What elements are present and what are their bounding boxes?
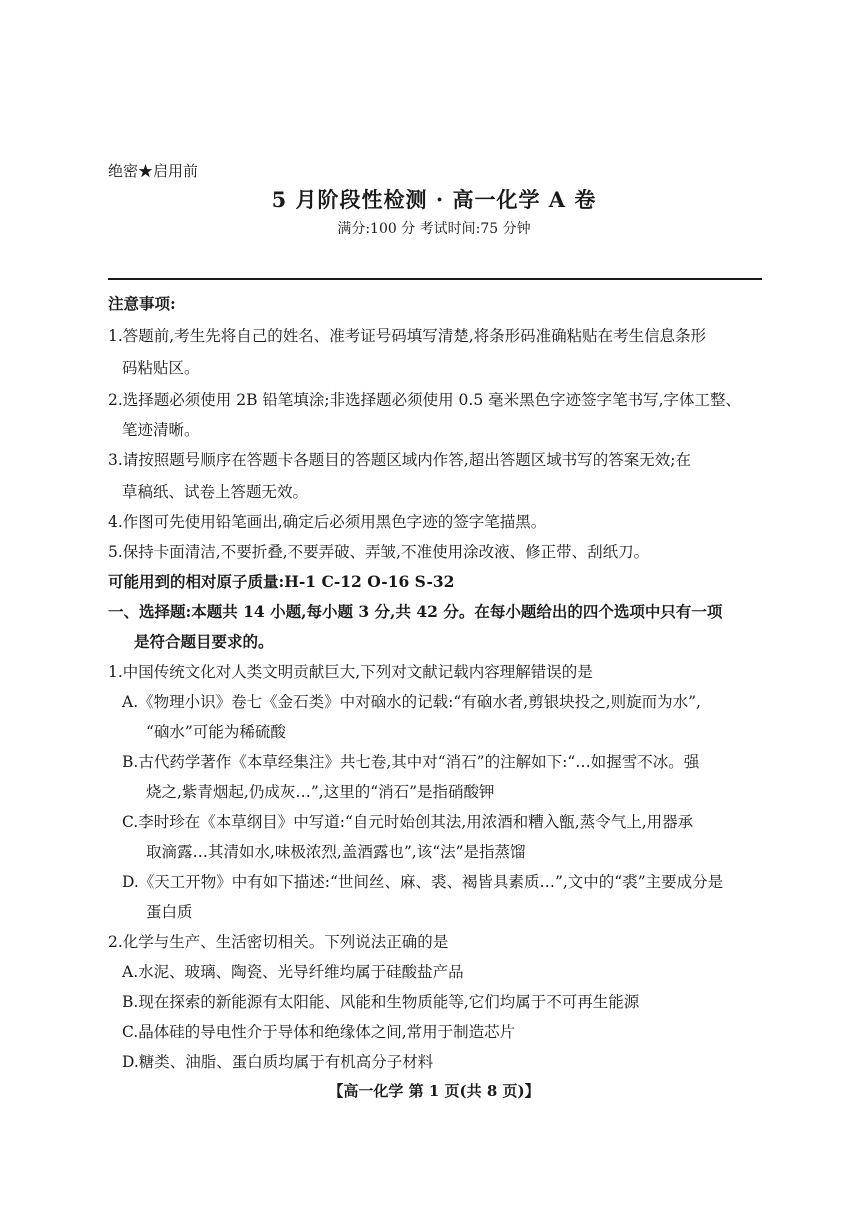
section-heading-cont: 是符合题目要求的。 [134,632,274,651]
notice-line: 笔迹清晰。 [122,421,200,439]
notice-line: 码粘贴区。 [122,359,200,377]
option-line-cont: 蛋白质 [146,903,193,921]
option-line: D.《天工开物》中有如下描述:“世间丝、麻、裘、褐皆具素质…”,文中的“裘”主要成分是 [122,873,724,891]
option-line: B.现在探索的新能源有太阳能、风能和生物质能等,它们均属于不可再生能源 [122,993,640,1011]
notice-line: 1.答题前,考生先将自己的姓名、准考证号码填写清楚,将条形码准确粘贴在考生信息条形 [108,327,707,345]
exam-title: 5 月阶段性检测 · 高一化学 A 卷 [271,187,597,212]
question-stem: 2.化学与生产、生活密切相关。下列说法正确的是 [108,933,449,951]
notice-line: 3.请按照题号顺序在答题卡各题目的答题区域内作答,超出答题区域书写的答案无效;在 [108,451,691,469]
option-line: B.古代药学著作《本草经集注》共七卷,其中对“消石”的注解如下:“…如握雪不冰。强 [122,753,700,771]
option-line-cont: 取滴露…其清如水,味极浓烈,盖酒露也”,该“法”是指蒸馏 [146,843,526,861]
secret-label: 绝密★启用前 [108,162,199,180]
page-footer: 【高一化学 第 1 页(共 8 页)】 [328,1082,540,1100]
option-line-cont: 烧之,紫青烟起,仍成灰…”,这里的“消石”是指硝酸钾 [146,783,495,801]
question-stem: 1.中国传统文化对人类文明贡献巨大,下列对文献记载内容理解错误的是 [108,663,593,681]
option-line: A.《物理小识》卷七《金石类》中对硇水的记载:“有硇水者,剪银块投之,则旋而为水”, [122,693,701,711]
option-line: C.李时珍在《本草纲目》中写道:“自元时始创其法,用浓酒和糟入甑,蒸令气上,用器承 [122,813,694,831]
notice-heading: 注意事项: [108,294,176,313]
notice-line: 草稿纸、试卷上答题无效。 [122,483,309,501]
atomic-mass-line: 可能用到的相对原子质量:H-1 C-12 O-16 S-32 [108,572,455,591]
option-line: C.晶体硅的导电性介于导体和绝缘体之间,常用于制造芯片 [122,1023,516,1041]
notice-line: 2.选择题必须使用 2B 铅笔填涂;非选择题必须使用 0.5 毫米黑色字迹签字笔书写,字体工整、 [108,391,742,409]
option-line: D.糖类、油脂、蛋白质均属于有机高分子材料 [122,1053,434,1071]
notice-line: 4.作图可先使用铅笔画出,确定后必须用黑色字迹的签字笔描黑。 [108,513,547,531]
section-heading: 一、选择题:本题共 14 小题,每小题 3 分,共 42 分。在每小题给出的四个选项中只有一项 [108,602,723,621]
header-divider [108,278,762,280]
option-line: A.水泥、玻璃、陶瓷、光导纤维均属于硅酸盐产品 [122,963,464,981]
option-line-cont: “硇水”可能为稀硫酸 [146,723,286,741]
exam-subtitle: 满分:100 分 考试时间:75 分钟 [337,221,531,237]
notice-line: 5.保持卡面清洁,不要折叠,不要弄破、弄皱,不准使用涂改液、修正带、刮纸刀。 [108,543,650,561]
